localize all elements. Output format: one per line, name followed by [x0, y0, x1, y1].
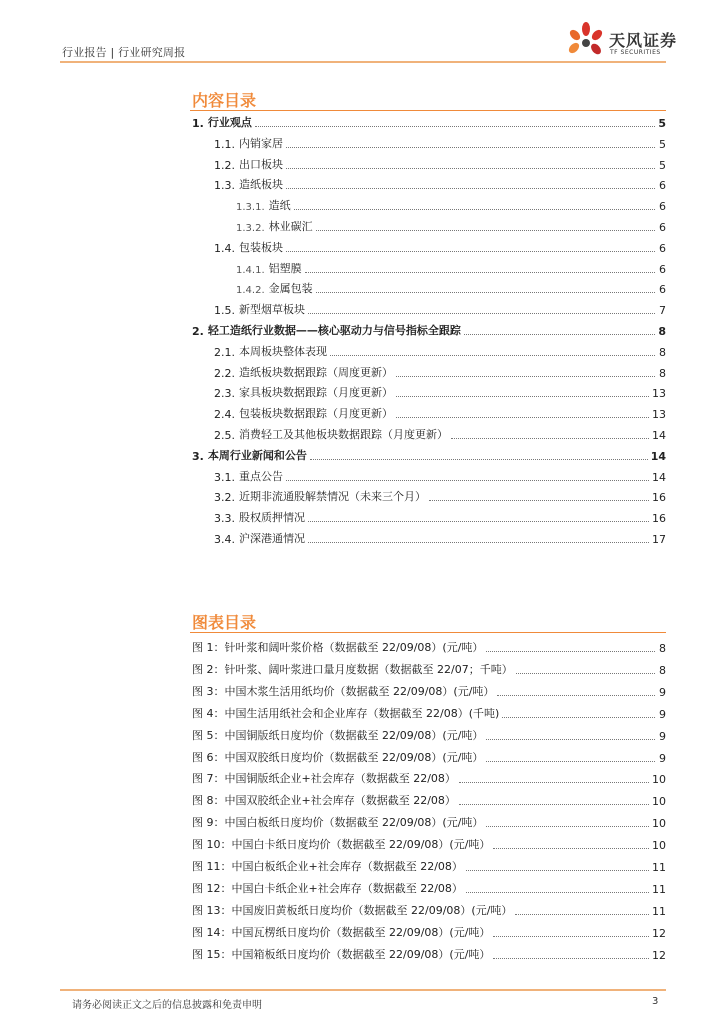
toc-entry-number: 2.3.	[214, 387, 235, 401]
figure-entry-label: 针叶浆和阔叶浆价格（数据截至 22/09/08）(元/吨）	[224, 641, 484, 654]
toc-entry-page: 14	[650, 449, 666, 463]
figure-entry-label: 中国白板纸日度均价（数据截至 22/09/08）(元/吨）	[224, 816, 484, 830]
toc-entry[interactable]	[236, 262, 666, 276]
figure-entry-label: 针叶浆、阔叶浆进口量月度数据（数据截至 22/07；千吨）	[224, 662, 513, 676]
toc-entry[interactable]	[214, 511, 666, 525]
figure-entry-page: 12	[652, 926, 666, 940]
toc-entry-page: 6	[659, 221, 666, 234]
toc-entry-number: 1.3.	[214, 179, 235, 193]
figure-entry[interactable]	[192, 948, 666, 962]
figure-entry-number: 图 3：	[192, 684, 225, 698]
figure-entry[interactable]	[192, 641, 666, 655]
toc-entry-number: 1.4.1.	[236, 264, 265, 276]
figure-entry[interactable]	[192, 707, 666, 721]
toc-entry-label: 消费轻工及其他板块数据跟踪（月度更新）	[239, 428, 448, 441]
toc-entry-number: 2.1.	[214, 345, 235, 359]
figure-entry-number: 图 8：	[192, 794, 225, 808]
toc-entry[interactable]	[214, 178, 666, 192]
toc-entry-label: 林业碳汇	[268, 220, 313, 233]
figure-entry-label: 中国白板纸企业+社会库存（数据截至 22/08）	[231, 860, 463, 873]
toc-entry-page: 13	[652, 408, 666, 422]
figure-entry-page: 10	[652, 839, 666, 853]
toc-entry-label: 股权质押情况	[239, 511, 305, 525]
leader-dots	[396, 396, 649, 397]
figure-entry-label: 中国双胶纸日度均价（数据截至 22/09/08）(元/吨）	[224, 750, 484, 764]
toc-entry-page: 6	[659, 200, 666, 214]
leader-dots	[493, 958, 649, 959]
toc-entry-label: 造纸板块	[239, 178, 283, 192]
toc-entry[interactable]	[214, 407, 666, 421]
toc-entry-label: 轻工造纸行业数据——核心驱动力与信号指标全跟踪	[207, 324, 461, 337]
toc-entry-label: 包装板块	[239, 240, 283, 254]
figure-entry-label: 中国废旧黄板纸日度均价（数据截至 22/09/08）(元/吨）	[231, 903, 513, 917]
figure-entry[interactable]	[192, 838, 666, 852]
leader-dots	[316, 292, 655, 293]
leader-dots	[330, 355, 655, 356]
leader-dots	[294, 209, 655, 210]
toc-entry-number: 2.4.	[214, 408, 235, 422]
header-divider	[60, 61, 666, 63]
toc-entry-number: 3.	[192, 449, 204, 463]
figures-title: 图表目录	[192, 613, 257, 632]
toc-entry[interactable]	[236, 220, 666, 234]
toc-entry-page: 5	[658, 117, 666, 130]
figure-entry-number: 图 7：	[192, 772, 225, 786]
figure-entry-page: 9	[659, 751, 666, 765]
leader-dots	[255, 126, 655, 127]
toc-entry-label: 造纸	[268, 199, 291, 213]
leader-dots	[459, 782, 649, 783]
page-number: 3	[652, 996, 659, 1007]
toc-entry-label: 本周板块整体表现	[239, 344, 327, 358]
leader-dots	[502, 717, 655, 718]
toc-entry-page: 8	[658, 325, 666, 338]
figure-entry-label: 中国木浆生活用纸均价（数据截至 22/09/08）(元/吨）	[224, 684, 495, 698]
leader-dots	[286, 168, 655, 169]
toc-entry[interactable]	[192, 116, 666, 130]
leader-dots	[466, 892, 649, 893]
figure-entry-page: 12	[652, 948, 666, 962]
toc-entry-label: 铝塑膜	[268, 261, 302, 275]
figure-entry-label: 中国铜版纸日度均价（数据截至 22/09/08）(元/吨）	[224, 728, 484, 742]
leader-dots	[396, 376, 655, 377]
figure-entry[interactable]	[192, 751, 666, 765]
toc-entry-page: 8	[659, 366, 666, 380]
figure-entry[interactable]	[192, 926, 666, 940]
toc-entry-page: 14	[652, 429, 666, 442]
figure-entry-page: 11	[652, 882, 666, 896]
leader-dots	[305, 272, 655, 273]
leader-dots	[497, 695, 655, 696]
toc-entry[interactable]	[236, 199, 666, 213]
figure-entry-page: 10	[652, 817, 666, 831]
toc-entry-label: 本周行业新闻和公告	[207, 448, 307, 462]
toc-entry-label: 金属包装	[268, 282, 313, 296]
report-category: 行业报告 | 行业研究周报	[62, 46, 186, 59]
figure-entry-page: 9	[659, 729, 666, 743]
figure-entry-number: 图 12：	[192, 881, 232, 895]
toc-entry-page: 7	[659, 304, 666, 318]
toc-entry[interactable]	[214, 470, 666, 484]
toc-entry-number: 1.1.	[214, 137, 235, 151]
logo-text-cn: 天风证券	[609, 31, 678, 50]
figure-entry-label: 中国白卡纸企业+社会库存（数据截至 22/08）	[231, 881, 463, 895]
toc-entry-number: 2.2.	[214, 366, 235, 380]
figure-entry-label: 中国双胶纸企业+社会库存（数据截至 22/08）	[224, 794, 456, 808]
leader-dots	[286, 251, 655, 252]
figure-entry-number: 图 9：	[192, 816, 225, 830]
figure-entry-page: 8	[659, 663, 666, 677]
tf-securities-logo	[566, 22, 696, 62]
toc-entry-number: 1.5.	[214, 304, 235, 318]
figure-entry-number: 图 5：	[192, 728, 225, 742]
toc-title: 内容目录	[192, 91, 257, 110]
figure-entry-label: 中国铜版纸企业+社会库存（数据截至 22/08）	[224, 772, 456, 786]
figure-entry[interactable]	[192, 860, 666, 874]
figure-entry[interactable]	[192, 794, 666, 808]
figure-entry[interactable]	[192, 663, 666, 677]
figure-entry[interactable]	[192, 729, 666, 743]
figure-entry-label: 中国白卡纸日度均价（数据截至 22/09/08）(元/吨）	[231, 838, 491, 852]
toc-entry[interactable]	[214, 241, 666, 255]
toc-entry-page: 13	[652, 387, 666, 401]
figure-entry-number: 图 14：	[192, 925, 232, 939]
leader-dots	[286, 480, 649, 481]
leader-dots	[486, 761, 655, 762]
toc-entry-number: 1.3.2.	[236, 223, 265, 234]
toc-entry-page: 16	[652, 491, 666, 505]
leader-dots	[486, 651, 655, 652]
figure-entry-number: 图 13：	[192, 903, 232, 917]
leader-dots	[466, 870, 649, 871]
toc-entry-label: 沪深港通情况	[239, 532, 305, 545]
figure-entry-page: 11	[652, 861, 666, 874]
figure-entry-page: 9	[659, 707, 666, 721]
figure-entry-number: 图 6：	[192, 750, 225, 764]
toc-entry[interactable]	[214, 345, 666, 359]
figure-entry[interactable]	[192, 904, 666, 918]
logo-flower-icon	[566, 22, 606, 60]
leader-dots	[451, 438, 649, 439]
toc-entry[interactable]	[192, 324, 666, 338]
toc-entry-page: 6	[659, 179, 666, 193]
leader-dots	[286, 147, 655, 148]
toc-entry-page: 5	[659, 158, 666, 172]
toc-entry-number: 2.	[192, 325, 204, 338]
figures-title-rule	[190, 632, 666, 633]
leader-dots	[316, 230, 655, 231]
leader-dots	[308, 313, 655, 314]
toc-entry-number: 1.	[192, 117, 204, 130]
leader-dots	[515, 914, 649, 915]
figure-entry[interactable]	[192, 772, 666, 786]
toc-entry-page: 6	[659, 283, 666, 297]
toc-entry-label: 近期非流通股解禁情况（未来三个月）	[239, 490, 426, 504]
leader-dots	[308, 521, 649, 522]
toc-entry-number: 1.4.	[214, 241, 235, 255]
toc-entry[interactable]	[214, 490, 666, 504]
leader-dots	[516, 673, 655, 674]
leader-dots	[429, 500, 649, 501]
toc-entry[interactable]	[214, 366, 666, 380]
toc-entry-number: 3.4.	[214, 533, 235, 546]
figure-entry-label: 中国生活用纸社会和企业库存（数据截至 22/08）(千吨)	[224, 706, 500, 720]
figure-entry-number: 图 4：	[192, 706, 225, 720]
figure-entry-page: 8	[659, 642, 666, 655]
figure-entry[interactable]	[192, 882, 666, 896]
figure-entry-page: 10	[652, 773, 666, 787]
leader-dots	[464, 334, 655, 335]
toc-entry-page: 5	[659, 137, 666, 151]
figure-entry-number: 图 1：	[192, 641, 225, 654]
toc-entry-page: 6	[659, 262, 666, 276]
toc-entry-number: 2.5.	[214, 429, 235, 442]
leader-dots	[310, 459, 648, 460]
toc-entry-number: 3.3.	[214, 512, 235, 526]
figure-entry-label: 中国箱板纸日度均价（数据截至 22/09/08）(元/吨）	[231, 947, 491, 961]
leader-dots	[286, 188, 655, 189]
leader-dots	[493, 848, 649, 849]
toc-entry-number: 1.3.1.	[236, 202, 265, 214]
toc-entry-label: 内销家居	[239, 136, 283, 150]
leader-dots	[308, 542, 649, 543]
toc-entry-label: 重点公告	[239, 469, 283, 483]
figure-entry-number: 图 15：	[192, 947, 232, 961]
figure-entry-number: 图 10：	[192, 838, 232, 852]
toc-entry-number: 1.2.	[214, 158, 235, 172]
toc-entry[interactable]	[214, 158, 666, 172]
toc-entry-number: 1.4.2.	[236, 285, 265, 297]
footer-divider	[60, 989, 666, 991]
toc-entry[interactable]	[214, 532, 666, 546]
toc-entry-label: 包装板块数据跟踪（月度更新）	[239, 407, 393, 421]
toc-entry-number: 3.2.	[214, 491, 235, 505]
toc-entry-page: 6	[659, 241, 666, 255]
toc-entry-label: 出口板块	[239, 157, 283, 171]
toc-entry-page: 17	[652, 533, 666, 546]
logo-text-en: TF SECURITIES	[610, 49, 661, 56]
toc-entry-number: 3.1.	[214, 470, 235, 484]
toc-entry-label: 新型烟草板块	[239, 303, 305, 317]
toc-title-rule	[190, 110, 666, 111]
figure-entry-label: 中国瓦楞纸日度均价（数据截至 22/09/08）(元/吨）	[231, 925, 491, 939]
toc-entry-page: 16	[652, 512, 666, 526]
toc-entry[interactable]	[214, 428, 666, 442]
figure-entry[interactable]	[192, 685, 666, 699]
figure-entry-page: 11	[652, 904, 666, 918]
footer-disclaimer: 请务必阅读正文之后的信息披露和免责申明	[72, 1000, 262, 1011]
toc-entry-page: 8	[659, 345, 666, 359]
figure-entry-number: 图 11：	[192, 860, 232, 873]
toc-entry[interactable]	[192, 449, 666, 463]
figure-entry[interactable]	[192, 816, 666, 830]
toc-entry[interactable]	[214, 137, 666, 151]
figure-entry-page: 9	[659, 685, 666, 699]
leader-dots	[396, 417, 649, 418]
leader-dots	[459, 804, 649, 805]
toc-entry[interactable]	[214, 386, 666, 400]
toc-entry-page: 14	[652, 470, 666, 484]
leader-dots	[486, 739, 655, 740]
leader-dots	[486, 826, 649, 827]
toc-entry[interactable]	[236, 282, 666, 296]
toc-entry-label: 造纸板块数据跟踪（周度更新）	[239, 365, 393, 379]
figure-entry-page: 10	[652, 795, 666, 809]
toc-entry-label: 行业观点	[207, 116, 252, 129]
figure-entry-number: 图 2：	[192, 662, 225, 676]
toc-entry-label: 家具板块数据跟踪（月度更新）	[239, 386, 393, 400]
toc-entry[interactable]	[214, 303, 666, 317]
leader-dots	[493, 936, 649, 937]
